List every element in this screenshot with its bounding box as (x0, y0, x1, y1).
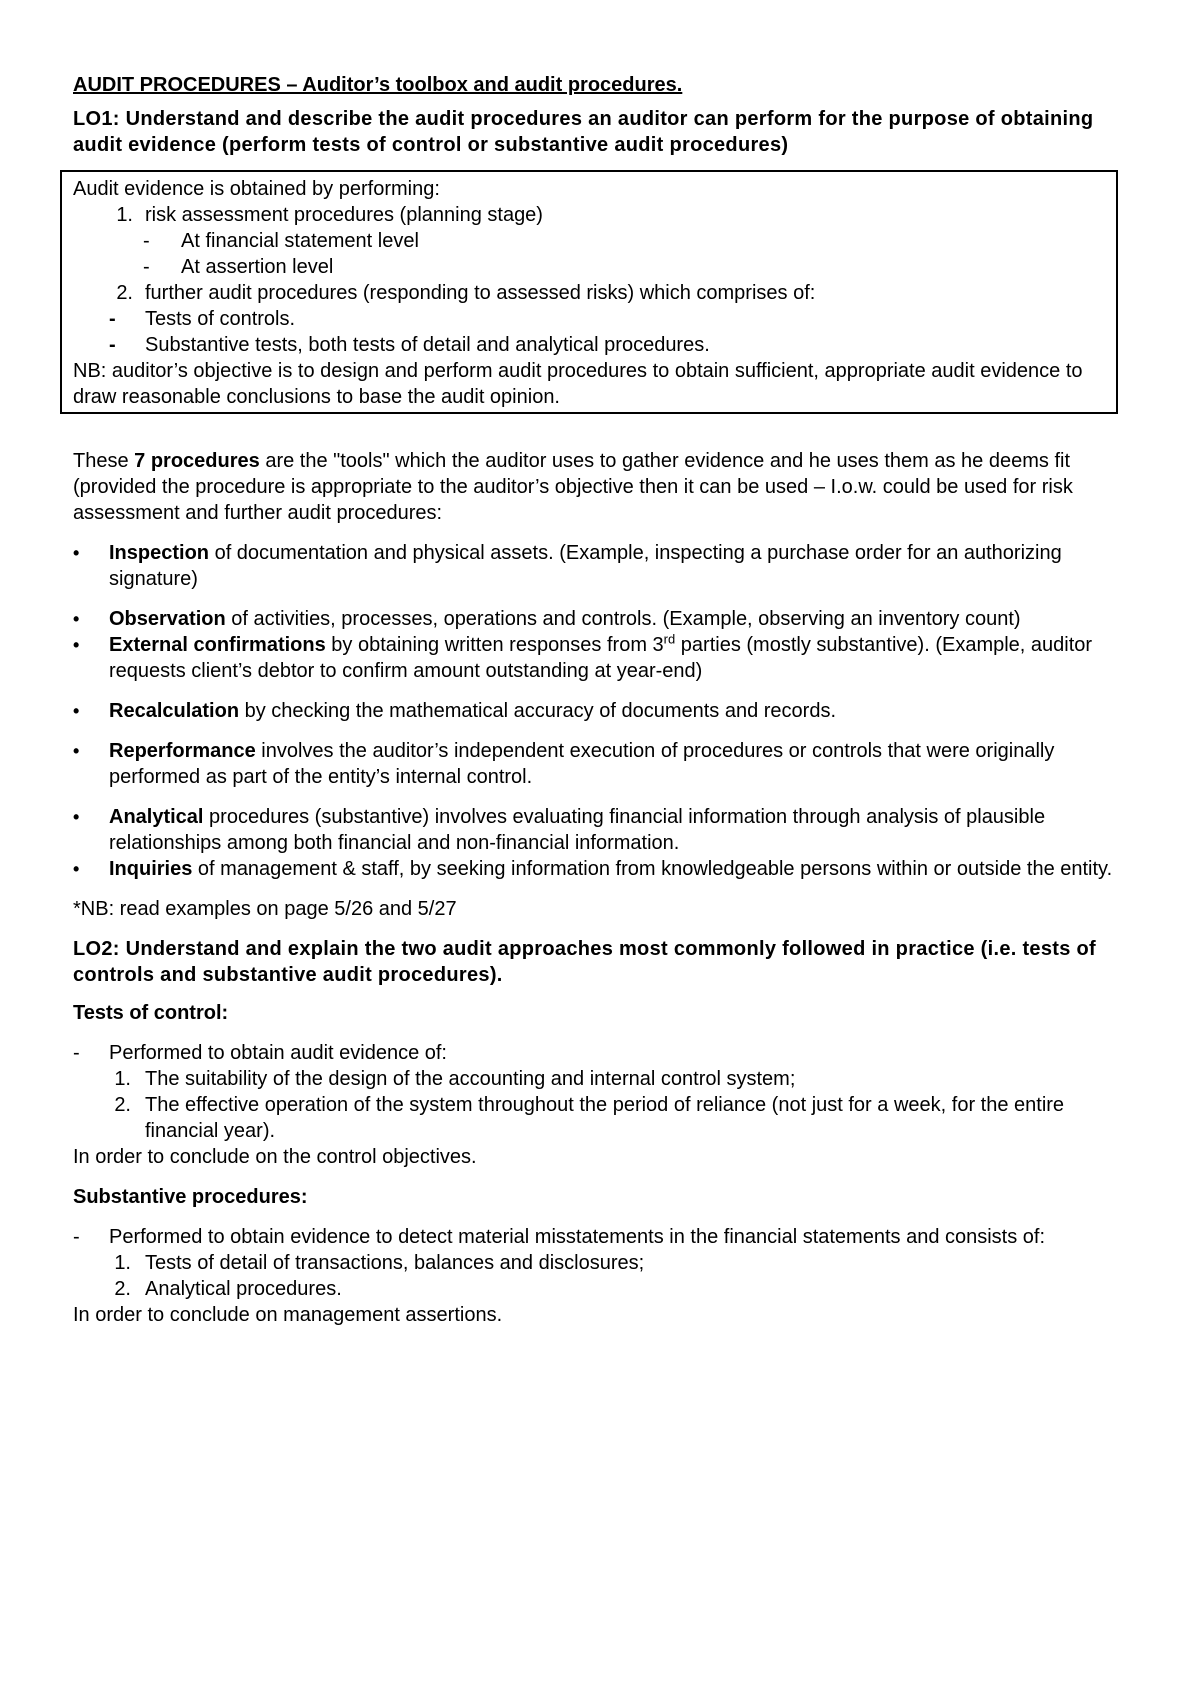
procedure-term: Observation (109, 608, 226, 630)
tests-of-control-section (73, 1040, 1133, 1170)
dash-marker: - (73, 1226, 80, 1248)
intro-before: These (73, 450, 135, 472)
procedure-term: Reperformance (109, 740, 256, 762)
procedure-desc: of management & staff, by seeking information from knowledgeable persons within or outside the entity. (192, 858, 1113, 880)
list-item (73, 1276, 1133, 1302)
procedure-desc: of activities, processes, operations and controls. (Example, observing an inventory count) (225, 608, 1021, 630)
item-text: The suitability of the design of the accounting and internal control system; (145, 1068, 796, 1090)
tests-of-control-lead-row (73, 1040, 1133, 1066)
box-item-1-text: risk assessment procedures (planning stage) (145, 204, 543, 226)
procedure-term: External confirmations (109, 634, 326, 656)
box-item-2-text: further audit procedures (responding to assessed risks) which comprises of: (145, 282, 816, 304)
list-item-text (109, 698, 1133, 724)
procedure-term: Analytical (109, 806, 204, 828)
list-item-text (109, 606, 1133, 632)
list-item-text (109, 804, 1133, 856)
dash-marker: - (109, 308, 116, 330)
tests-of-control-conclusion: In order to conclude on the control objectives. (73, 1146, 477, 1168)
list-item (73, 632, 1133, 684)
document-content (73, 72, 1133, 1342)
box-item-1 (73, 202, 1106, 228)
list-item (73, 606, 1133, 632)
list-item-text (109, 856, 1133, 882)
box-item-2-number: 2. (116, 282, 133, 304)
box-item-2-sub-2-text: Substantive tests, both tests of detail and analytical procedures. (145, 334, 710, 356)
tests-of-control-heading: Tests of control: (73, 1002, 229, 1024)
box-item-1-sub-2-text: At assertion level (181, 256, 334, 278)
procedure-desc: by obtaining written responses from 3 (325, 634, 664, 656)
item-number: 2. (114, 1094, 131, 1116)
procedure-term: Inquiries (109, 858, 193, 880)
bullet-icon: • (73, 543, 80, 563)
substantive-section (73, 1224, 1133, 1328)
substantive-lead: Performed to obtain evidence to detect material misstatements in the financial statements and consists of: (109, 1226, 1046, 1248)
bullet-icon: • (73, 609, 80, 629)
nb-examples-note: *NB: read examples on page 5/26 and 5/27 (73, 898, 457, 920)
lo2-heading: LO2: Understand and explain the two audit approaches most commonly followed in practice (i.e. tests of controls and substantive audit procedures). (73, 938, 1096, 986)
procedure-desc: procedures (substantive) involves evaluating financial information through analysis of plausible relationships among both financial and non-financial information. (109, 806, 1046, 854)
procedure-term: Inspection (109, 542, 210, 564)
dash-marker: - (73, 1042, 80, 1064)
substantive-conclusion: In order to conclude on management assertions. (73, 1304, 503, 1326)
dash-marker: - (143, 230, 150, 252)
box-item-2-sub-1 (73, 306, 1106, 332)
list-item (73, 1066, 1133, 1092)
procedure-desc: involves the auditor’s independent execution of procedures or controls that were originally performed as part of the entity’s internal control. (109, 740, 1055, 788)
intro-bold: 7 procedures (134, 450, 260, 472)
box-nb-note: NB: auditor’s objective is to design and perform audit procedures to obtain sufficient, appropriate audit evidence to draw reasonable conclusions to base the audit opinion. (73, 360, 1083, 408)
list-item (73, 856, 1133, 882)
list-item (73, 698, 1133, 724)
page-title: AUDIT PROCEDURES – Auditor’s toolbox and audit procedures. (73, 74, 683, 96)
tests-of-control-lead: Performed to obtain audit evidence of: (109, 1042, 447, 1064)
box-item-1-sub-1 (73, 228, 1106, 254)
list-item-text (109, 540, 1133, 592)
item-number: 1. (114, 1068, 131, 1090)
list-item (73, 804, 1133, 856)
box-item-2 (73, 280, 1106, 306)
list-item-text (109, 632, 1133, 684)
procedures-list (73, 540, 1133, 882)
item-number: 2. (114, 1278, 131, 1300)
dash-marker: - (109, 334, 116, 356)
dash-marker: - (143, 256, 150, 278)
item-text: Tests of detail of transactions, balances and disclosures; (145, 1252, 645, 1274)
box-item-1-sub-2 (73, 254, 1106, 280)
box-intro: Audit evidence is obtained by performing: (73, 178, 440, 200)
audit-evidence-box (60, 170, 1118, 414)
procedures-intro (73, 448, 1133, 526)
superscript: rd (663, 631, 676, 647)
bullet-icon: • (73, 807, 80, 827)
list-item (73, 1250, 1133, 1276)
item-text: Analytical procedures. (145, 1278, 342, 1300)
bullet-icon: • (73, 859, 80, 879)
box-item-1-number: 1. (116, 204, 133, 226)
procedure-desc: by checking the mathematical accuracy of documents and records. (239, 700, 837, 722)
procedure-desc: of documentation and physical assets. (Example, inspecting a purchase order for an authorizing signature) (109, 542, 1062, 590)
list-item (73, 1092, 1133, 1144)
box-item-2-sub-2 (73, 332, 1106, 358)
substantive-heading: Substantive procedures: (73, 1186, 308, 1208)
item-text: The effective operation of the system throughout the period of reliance (not just for a week, for the entire financial year). (145, 1094, 1065, 1142)
item-number: 1. (114, 1252, 131, 1274)
bullet-icon: • (73, 635, 80, 655)
box-item-2-sub-1-text: Tests of controls. (145, 308, 296, 330)
bullet-icon: • (73, 741, 80, 761)
procedure-desc-cont: parties (mostly substantive). (Example, auditor requests client’s debtor to confirm amount outstanding at year-end) (109, 634, 1093, 682)
intro-after: are the "tools" which the auditor uses to gather evidence and he uses them as he deems fit (provided the procedure is appropriate to the auditor’s objective then it can be used – I.o.w. could be used for risk assessment and further audit procedures: (73, 450, 1073, 524)
lo1-heading: LO1: Understand and describe the audit procedures an auditor can perform for the purpose of obtaining audit evidence (perform tests of control or substantive audit procedures) (73, 108, 1094, 156)
bullet-icon: • (73, 701, 80, 721)
substantive-lead-row (73, 1224, 1133, 1250)
list-item-text (109, 738, 1133, 790)
list-item (73, 540, 1133, 592)
box-item-1-sub-1-text: At financial statement level (181, 230, 419, 252)
list-item (73, 738, 1133, 790)
procedure-term: Recalculation (109, 700, 240, 722)
